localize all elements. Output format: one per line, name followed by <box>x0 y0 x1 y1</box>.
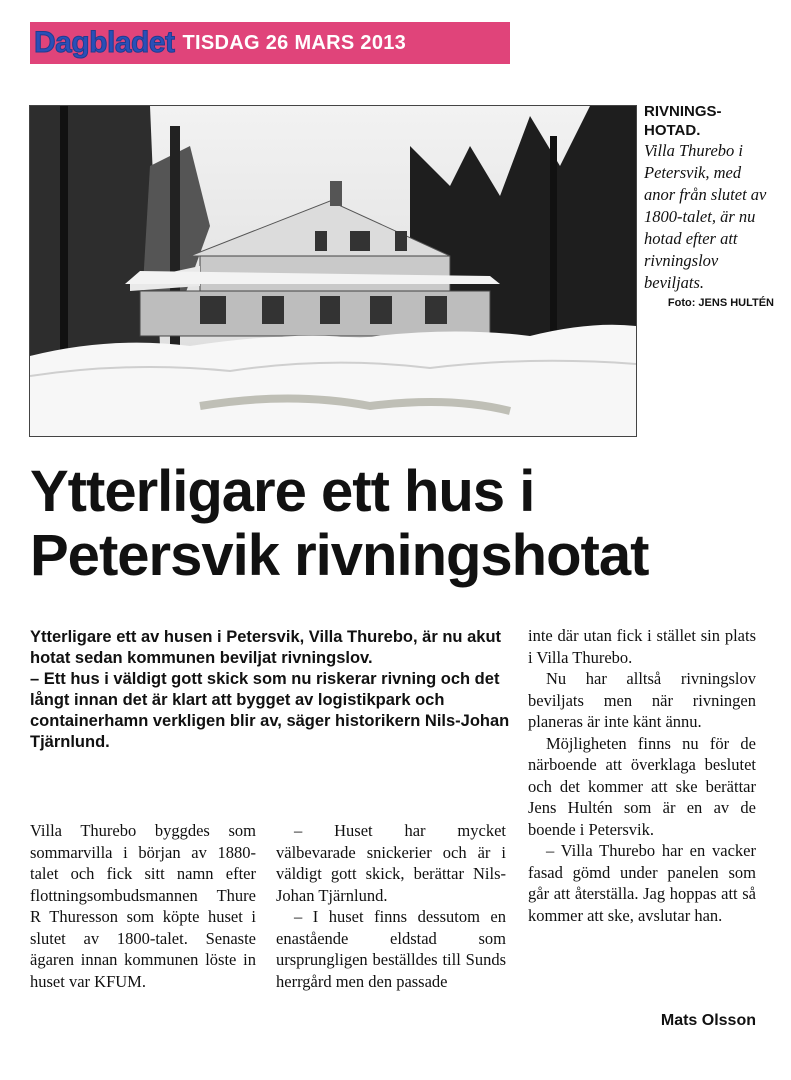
body-paragraph: Nu har alltså rivningslov beviljats men när rivningen planeras är inte känt ännu. <box>528 669 756 731</box>
house-photo-icon <box>30 106 636 436</box>
headline: Ytterligare ett hus i Petersvik rivningshotat <box>30 459 649 588</box>
body-paragraph: inte där utan fick i stället sin plats i Villa Thurebo. <box>528 626 756 667</box>
ingress <box>30 627 512 753</box>
byline: Mats Olsson <box>660 1012 756 1029</box>
masthead <box>30 22 510 64</box>
body-paragraph: Möjligheten finns nu för de närboende att överklaga beslutet och det kommer att ske berättar Jens Hultén som är en av de boende i Petersvik. <box>528 733 756 839</box>
photo-credit: Foto: JENS HULTÉN <box>667 297 774 309</box>
ingress-paragraph: Ytterligare ett av husen i Petersvik, Villa Thurebo, är nu akut hotat sedan kommunen beviljat rivningslov. <box>30 628 502 667</box>
ingress-paragraph: – Ett hus i väldigt gott skick som nu riskerar rivning och det långt innan det är klart att bygget av logistikpark och containerhamn verkligen blir av, säger historikern Nils-Johan Tjärnlund. <box>30 670 510 751</box>
body-paragraph: Villa Thurebo byggdes som sommarvilla i början av 1880-talet och fick sitt namn efter flottningsombudsmannen Thure R Thuresson som köpte huset i slutet av 1800-talet. Senaste ägaren innan kommunen löste in huset var KFUM. <box>30 821 256 991</box>
newspaper-logo: Dagbladet <box>34 26 175 59</box>
body-column-3 <box>528 625 756 926</box>
issue-date: TISDAG 26 MARS 2013 <box>182 31 407 54</box>
body-paragraph: – Villa Thurebo har en vacker fasad gömd under panelen som går att återställa. Jag hoppas att så kommer att ske, avslutar han. <box>528 841 756 925</box>
house-photo <box>29 105 637 437</box>
body-paragraph: – I huset finns dessutom en enastående eldstad som ursprungligen beställdes till Sunds herrgård men den passade <box>276 907 506 991</box>
body-paragraph: – Huset har mycket välbevarade snickerier och är i väldigt gott skick, berättar Nils-Johan Tjärnlund. <box>276 821 506 905</box>
photo-caption <box>644 102 774 310</box>
caption-title: RIVNINGS-HOTAD. <box>644 103 722 139</box>
caption-text: Villa Thurebo i Petersvik, med anor från slutet av 1800-talet, är nu hotad efter att rivningslov beviljats. <box>644 141 767 292</box>
body-column-1 <box>30 820 256 992</box>
body-column-2 <box>276 820 506 992</box>
